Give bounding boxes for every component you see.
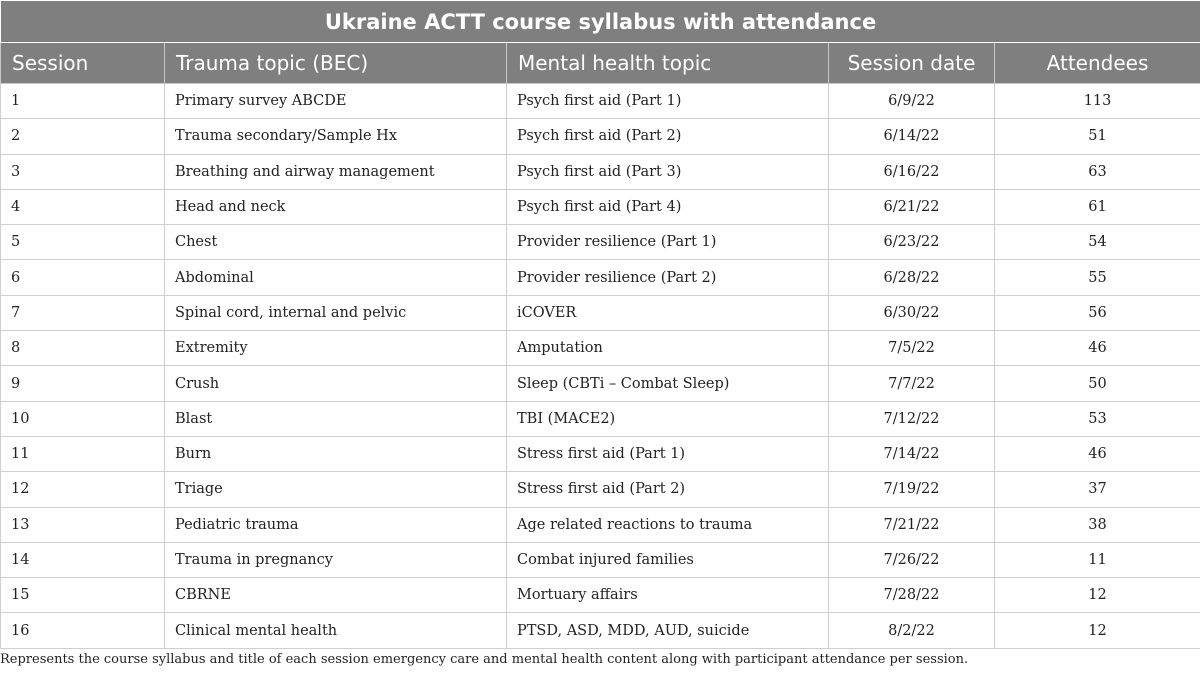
cell-mental-health-topic: Psych first aid (Part 2) <box>507 119 829 154</box>
cell-attendees: 46 <box>995 436 1200 471</box>
cell-session-date: 7/12/22 <box>829 401 995 436</box>
table-title: Ukraine ACTT course syllabus with attendance <box>1 1 1200 43</box>
table-footnote: Represents the course syllabus and title of each session emergency care and mental health content along with participant attendance per session. <box>0 652 969 667</box>
column-header-attendees: Attendees <box>995 43 1200 84</box>
cell-attendees: 51 <box>995 119 1200 154</box>
cell-session: 9 <box>1 366 165 401</box>
cell-attendees: 50 <box>995 366 1200 401</box>
column-header-trauma-topic: Trauma topic (BEC) <box>165 43 507 84</box>
cell-attendees: 55 <box>995 260 1200 295</box>
cell-session: 7 <box>1 295 165 330</box>
cell-attendees: 12 <box>995 578 1200 613</box>
cell-session-date: 7/14/22 <box>829 436 995 471</box>
table-row <box>1 507 1200 542</box>
table-row <box>1 119 1200 154</box>
cell-session-date: 6/9/22 <box>829 84 995 119</box>
cell-mental-health-topic: Stress first aid (Part 1) <box>507 436 829 471</box>
cell-attendees: 12 <box>995 613 1200 648</box>
cell-trauma-topic: Trauma secondary/Sample Hx <box>165 119 507 154</box>
cell-trauma-topic: Abdominal <box>165 260 507 295</box>
cell-session-date: 7/28/22 <box>829 578 995 613</box>
table-header-row <box>1 43 1200 84</box>
cell-trauma-topic: CBRNE <box>165 578 507 613</box>
cell-session: 2 <box>1 119 165 154</box>
table-row <box>1 578 1200 613</box>
table-row <box>1 260 1200 295</box>
cell-attendees: 113 <box>995 84 1200 119</box>
cell-session: 4 <box>1 189 165 224</box>
cell-session: 11 <box>1 436 165 471</box>
table-row <box>1 331 1200 366</box>
cell-session-date: 6/30/22 <box>829 295 995 330</box>
cell-trauma-topic: Chest <box>165 225 507 260</box>
cell-mental-health-topic: Amputation <box>507 331 829 366</box>
cell-session-date: 6/28/22 <box>829 260 995 295</box>
cell-session: 16 <box>1 613 165 648</box>
cell-trauma-topic: Breathing and airway management <box>165 154 507 189</box>
cell-session-date: 7/5/22 <box>829 331 995 366</box>
cell-session-date: 7/7/22 <box>829 366 995 401</box>
cell-trauma-topic: Head and neck <box>165 189 507 224</box>
cell-session: 3 <box>1 154 165 189</box>
cell-session: 5 <box>1 225 165 260</box>
cell-trauma-topic: Clinical mental health <box>165 613 507 648</box>
cell-session: 13 <box>1 507 165 542</box>
cell-mental-health-topic: Provider resilience (Part 2) <box>507 260 829 295</box>
table-row <box>1 613 1200 648</box>
cell-trauma-topic: Trauma in pregnancy <box>165 542 507 577</box>
cell-mental-health-topic: Psych first aid (Part 4) <box>507 189 829 224</box>
cell-mental-health-topic: Psych first aid (Part 3) <box>507 154 829 189</box>
table-row <box>1 154 1200 189</box>
cell-mental-health-topic: Psych first aid (Part 1) <box>507 84 829 119</box>
cell-session: 6 <box>1 260 165 295</box>
cell-attendees: 54 <box>995 225 1200 260</box>
cell-attendees: 56 <box>995 295 1200 330</box>
cell-attendees: 37 <box>995 472 1200 507</box>
cell-mental-health-topic: Provider resilience (Part 1) <box>507 225 829 260</box>
cell-mental-health-topic: PTSD, ASD, MDD, AUD, suicide <box>507 613 829 648</box>
table-row <box>1 542 1200 577</box>
cell-mental-health-topic: Age related reactions to trauma <box>507 507 829 542</box>
table-row <box>1 436 1200 471</box>
cell-trauma-topic: Pediatric trauma <box>165 507 507 542</box>
table-row <box>1 472 1200 507</box>
column-header-mental-health-topic: Mental health topic <box>507 43 829 84</box>
cell-mental-health-topic: Sleep (CBTi – Combat Sleep) <box>507 366 829 401</box>
cell-session-date: 6/16/22 <box>829 154 995 189</box>
table-row <box>1 401 1200 436</box>
cell-session: 10 <box>1 401 165 436</box>
cell-session-date: 6/14/22 <box>829 119 995 154</box>
cell-attendees: 46 <box>995 331 1200 366</box>
cell-trauma-topic: Blast <box>165 401 507 436</box>
cell-session: 1 <box>1 84 165 119</box>
cell-session: 15 <box>1 578 165 613</box>
cell-attendees: 11 <box>995 542 1200 577</box>
cell-mental-health-topic: Mortuary affairs <box>507 578 829 613</box>
column-header-session-date: Session date <box>829 43 995 84</box>
table-row <box>1 189 1200 224</box>
cell-trauma-topic: Extremity <box>165 331 507 366</box>
cell-mental-health-topic: TBI (MACE2) <box>507 401 829 436</box>
cell-session-date: 6/23/22 <box>829 225 995 260</box>
cell-mental-health-topic: Combat injured families <box>507 542 829 577</box>
cell-trauma-topic: Crush <box>165 366 507 401</box>
cell-session: 12 <box>1 472 165 507</box>
cell-session-date: 7/21/22 <box>829 507 995 542</box>
table-body <box>1 84 1200 649</box>
cell-session: 14 <box>1 542 165 577</box>
cell-session-date: 8/2/22 <box>829 613 995 648</box>
cell-mental-health-topic: iCOVER <box>507 295 829 330</box>
cell-session-date: 7/26/22 <box>829 542 995 577</box>
cell-mental-health-topic: Stress first aid (Part 2) <box>507 472 829 507</box>
table-row <box>1 225 1200 260</box>
table-row <box>1 84 1200 119</box>
cell-trauma-topic: Triage <box>165 472 507 507</box>
cell-attendees: 38 <box>995 507 1200 542</box>
cell-attendees: 61 <box>995 189 1200 224</box>
table-row <box>1 295 1200 330</box>
cell-trauma-topic: Spinal cord, internal and pelvic <box>165 295 507 330</box>
cell-trauma-topic: Burn <box>165 436 507 471</box>
cell-attendees: 63 <box>995 154 1200 189</box>
cell-attendees: 53 <box>995 401 1200 436</box>
table-row <box>1 366 1200 401</box>
cell-session-date: 6/21/22 <box>829 189 995 224</box>
cell-session-date: 7/19/22 <box>829 472 995 507</box>
cell-trauma-topic: Primary survey ABCDE <box>165 84 507 119</box>
cell-session: 8 <box>1 331 165 366</box>
column-header-session: Session <box>1 43 165 84</box>
